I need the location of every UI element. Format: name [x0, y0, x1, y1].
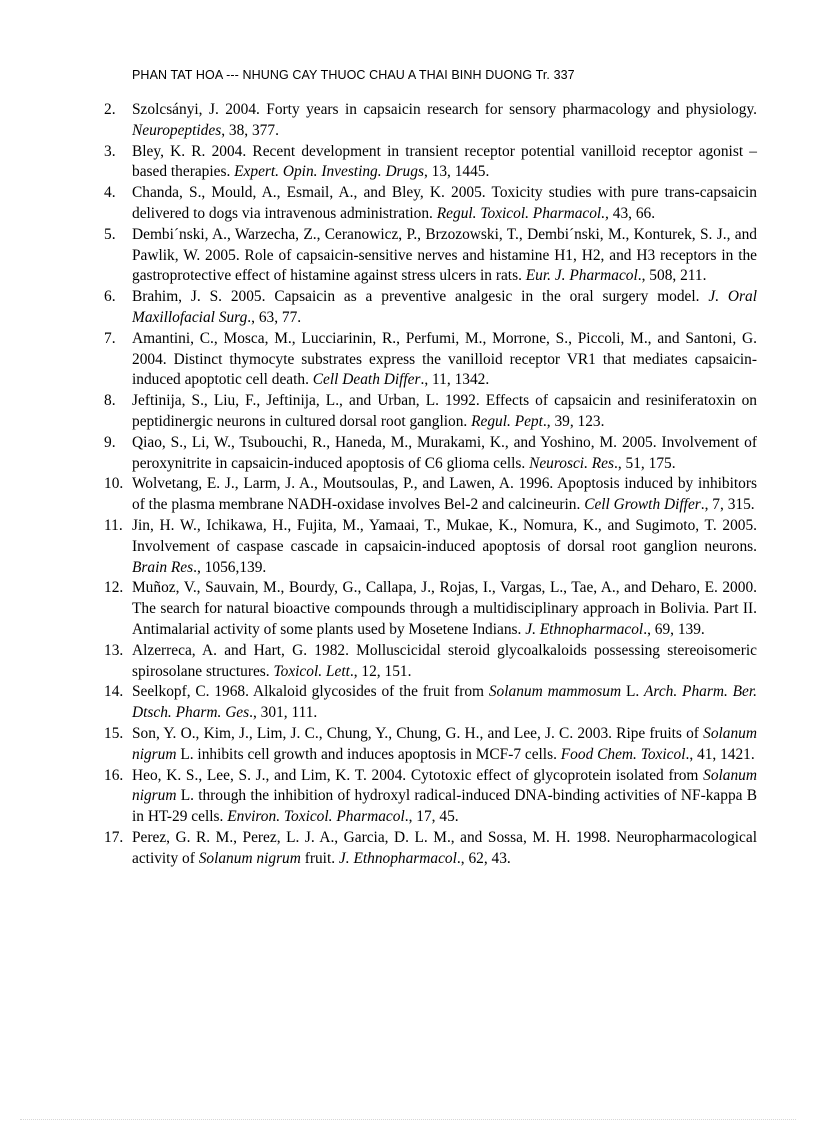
- reference-item: [104, 641, 757, 683]
- reference-text: Muñoz, V., Sauvain, M., Bourdy, G., Callapa, J., Rojas, I., Vargas, L., Tae, A., and Deharo, E. 2000. The search for natural bioactive compounds through a multidisciplinary approach in Bolivia. Part II. Antimalarial activity of some plants used by Mosetene Indians. J. Ethnopharmacol., 69, 139.: [132, 579, 757, 638]
- reference-text: Jeftinija, S., Liu, F., Jeftinija, L., and Urban, L. 1992. Effects of capsaicin and resiniferatoxin on peptidinergic neurons in cultured dorsal root ganglion. Regul. Pept., 39, 123.: [132, 392, 757, 430]
- reference-number: 6.: [104, 288, 116, 306]
- reference-number: 4.: [104, 184, 116, 202]
- reference-text: Amantini, C., Mosca, M., Lucciarinin, R., Perfumi, M., Morrone, S., Piccoli, M., and Santoni, G. 2004. Distinct thymocyte substrates express the vanilloid receptor VR1 that mediates capsaicin-induced apoptotic cell death. Cell Death Differ., 11, 1342.: [132, 329, 757, 389]
- reference-number: 2.: [104, 101, 116, 118]
- reference-number: 11.: [104, 516, 123, 534]
- reference-item: [104, 578, 757, 640]
- reference-item: [104, 287, 757, 329]
- reference-item: [104, 142, 757, 184]
- reference-number: 13.: [104, 641, 124, 659]
- reference-text: Seelkopf, C. 1968. Alkaloid glycosides of the fruit from Solanum mammosum L. Arch. Pharm. Ber. Dtsch. Pharm. Ges., 301, 111.: [132, 683, 758, 722]
- reference-item: [104, 433, 757, 475]
- page-header: PHAN TAT HOA --- NHUNG CAY THUOC CHAU A THAI BINH DUONG Tr. 337: [132, 68, 575, 82]
- reference-item: [104, 100, 757, 142]
- reference-item: [104, 183, 757, 225]
- reference-number: 15.: [104, 724, 124, 742]
- reference-number: 10.: [104, 475, 124, 493]
- reference-number: 9.: [104, 433, 116, 451]
- reference-number: 14.: [104, 683, 124, 701]
- reference-item: [104, 225, 757, 287]
- reference-text: Heo, K. S., Lee, S. J., and Lim, K. T. 2004. Cytotoxic effect of glycoprotein isolated from Solanum nigrum L. through the inhibition of hydroxyl radical-induced DNA-binding activities of NF-kappa B in HT-29 cells. Environ. Toxicol. Pharmacol., 17, 45.: [132, 766, 757, 826]
- reference-number: 12.: [104, 579, 124, 597]
- reference-item: [104, 329, 757, 391]
- reference-number: 3.: [104, 142, 116, 160]
- reference-item: [104, 828, 757, 870]
- reference-item: [104, 474, 757, 516]
- reference-text: Brahim, J. S. 2005. Capsaicin as a preventive analgesic in the oral surgery model. J. Oral Maxillofacial Surg., 63, 77.: [132, 288, 757, 326]
- page-bottom-divider: [20, 1119, 796, 1120]
- reference-text: Wolvetang, E. J., Larm, J. A., Moutsoulas, P., and Lawen, A. 1996. Apoptosis induced by inhibitors of the plasma membrane NADH-oxidase involves Bel-2 and calcineurin. Cell Growth Differ., 7, 315.: [132, 475, 757, 514]
- reference-text: Jin, H. W., Ichikawa, H., Fujita, M., Yamaai, T., Mukae, K., Nomura, K., and Sugimoto, T. 2005. Involvement of caspase cascade in capsaicin-induced apoptosis of dorsal root ganglion neurons. Brain Res., 1056,139.: [132, 516, 757, 576]
- reference-text: Bley, K. R. 2004. Recent development in transient receptor potential vanilloid receptor agonist – based therapies. Expert. Opin. Investing. Drugs, 13, 1445.: [132, 142, 757, 181]
- reference-list: [104, 100, 757, 869]
- reference-number: 7.: [104, 329, 116, 347]
- reference-item: [104, 391, 757, 433]
- reference-text: Chanda, S., Mould, A., Esmail, A., and Bley, K. 2005. Toxicity studies with pure trans-capsaicin delivered to dogs via intravenous administration. Regul. Toxicol. Pharmacol., 43, 66.: [132, 184, 757, 222]
- reference-text: Dembi´nski, A., Warzecha, Z., Ceranowicz, P., Brzozowski, T., Dembi´nski, M., Konturek, S. J., and Pawlik, W. 2005. Role of capsaicin-sensitive nerves and histamine H1, H2, and H3 receptors in the gastroprotective effect of histamine against stress ulcers in rats. Eur. J. Pharmacol., 508, 211.: [132, 225, 757, 285]
- reference-item: [104, 682, 757, 724]
- reference-number: 16.: [104, 766, 124, 784]
- reference-text: Son, Y. O., Kim, J., Lim, J. C., Chung, Y., Chung, G. H., and Lee, J. C. 2003. Ripe fruits of Solanum nigrum L. inhibits cell growth and induces apoptosis in MCF-7 cells. Food Chem. Toxicol., 41, 1421.: [132, 724, 757, 763]
- reference-number: 17.: [104, 828, 124, 846]
- reference-text: Szolcsányi, J. 2004. Forty years in capsaicin research for sensory pharmacology and physiology. Neuropeptides, 38, 377.: [132, 101, 757, 139]
- reference-number: 8.: [104, 392, 116, 410]
- reference-item: [104, 724, 757, 766]
- reference-text: Alzerreca, A. and Hart, G. 1982. Molluscicidal steroid glycoalkaloids possessing stereoisomeric spirosolane structures. Toxicol. Lett., 12, 151.: [132, 641, 757, 680]
- reference-item: [104, 516, 757, 578]
- reference-number: 5.: [104, 225, 116, 243]
- reference-item: [104, 766, 757, 828]
- reference-text: Perez, G. R. M., Perez, L. J. A., Garcia, D. L. M., and Sossa, M. H. 1998. Neuropharmacological activity of Solanum nigrum fruit. J. Ethnopharmacol., 62, 43.: [132, 828, 757, 867]
- reference-text: Qiao, S., Li, W., Tsubouchi, R., Haneda, M., Murakami, K., and Yoshino, M. 2005. Involvement of peroxynitrite in capsaicin-induced apoptosis of C6 glioma cells. Neurosci. Res., 51, 175.: [132, 433, 757, 472]
